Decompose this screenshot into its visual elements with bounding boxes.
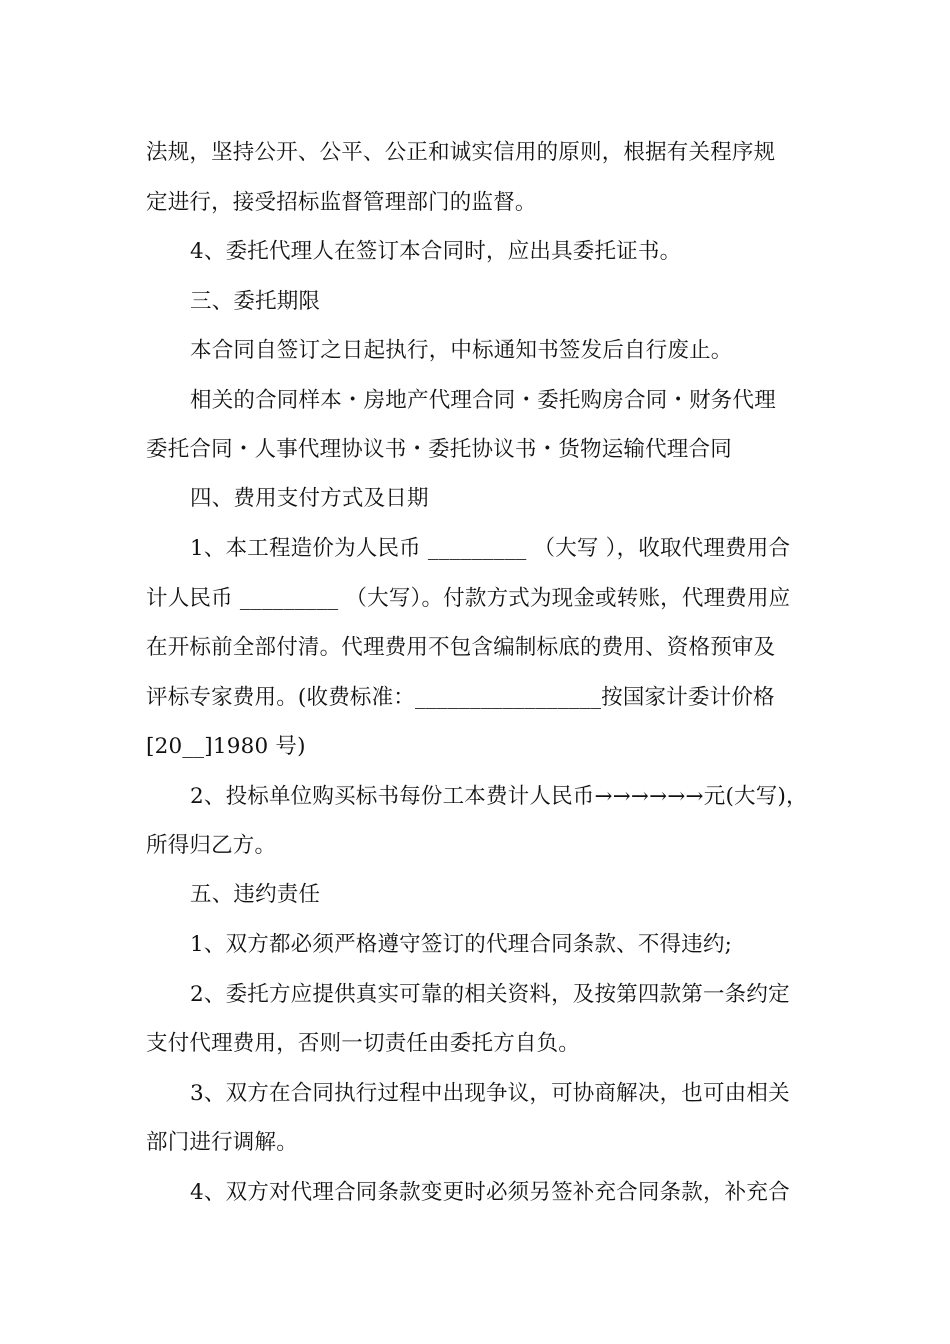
- text-line-18: 2、委托方应提供真实可靠的相关资料，及按第四款第一条约定: [190, 982, 790, 1007]
- text-line-10: 计人民币 _________ （大写）。付款方式为现金或转账，代理费用应: [146, 586, 791, 611]
- related-samples-line-1: 相关的合同样本・房地产代理合同・委托购房合同・财务代理: [190, 388, 776, 413]
- text-line-3: 4、委托代理人在签订本合同时，应出具委托证书。: [190, 239, 682, 264]
- text-line-1: 法规，坚持公开、公平、公正和诚实信用的原则，根据有关程序规: [146, 140, 776, 165]
- text-line-13: [20__]1980 号): [146, 734, 306, 759]
- section-heading-liability: 五、违约责任: [190, 882, 321, 907]
- text-line-11: 在开标前全部付清。代理费用不包含编制标底的费用、资格预审及: [146, 635, 776, 660]
- text-line-9: 1、本工程造价为人民币 _________ （大写 ），收取代理费用合: [190, 536, 791, 561]
- text-line-14: 2、投标单位购买标书每份工本费计人民币→→→→→→元(大写)，: [190, 784, 808, 809]
- related-samples-line-2: 委托合同・人事代理协议书・委托协议书・货物运输代理合同: [146, 437, 732, 462]
- text-line-2: 定进行，接受招标监督管理部门的监督。: [146, 190, 537, 215]
- text-line-17: 1、双方都必须严格遵守签订的代理合同条款、不得违约;: [190, 932, 733, 957]
- text-line-22: 4、双方对代理合同条款变更时必须另签补充合同条款，补充合: [190, 1180, 790, 1205]
- section-heading-term: 三、委托期限: [190, 289, 321, 314]
- text-line-20: 3、双方在合同执行过程中出现争议，可协商解决，也可由相关: [190, 1081, 790, 1106]
- section-heading-payment: 四、费用支付方式及日期: [190, 486, 429, 511]
- text-line-21: 部门进行调解。: [146, 1130, 298, 1155]
- text-line-19: 支付代理费用，否则一切责任由委托方自负。: [146, 1031, 581, 1056]
- text-line-12: 评标专家费用。(收费标准：_________________按国家计委计价格: [146, 685, 775, 710]
- text-line-15: 所得归乙方。: [146, 833, 277, 858]
- text-line-5: 本合同自签订之日起执行，中标通知书签发后自行废止。: [190, 338, 733, 363]
